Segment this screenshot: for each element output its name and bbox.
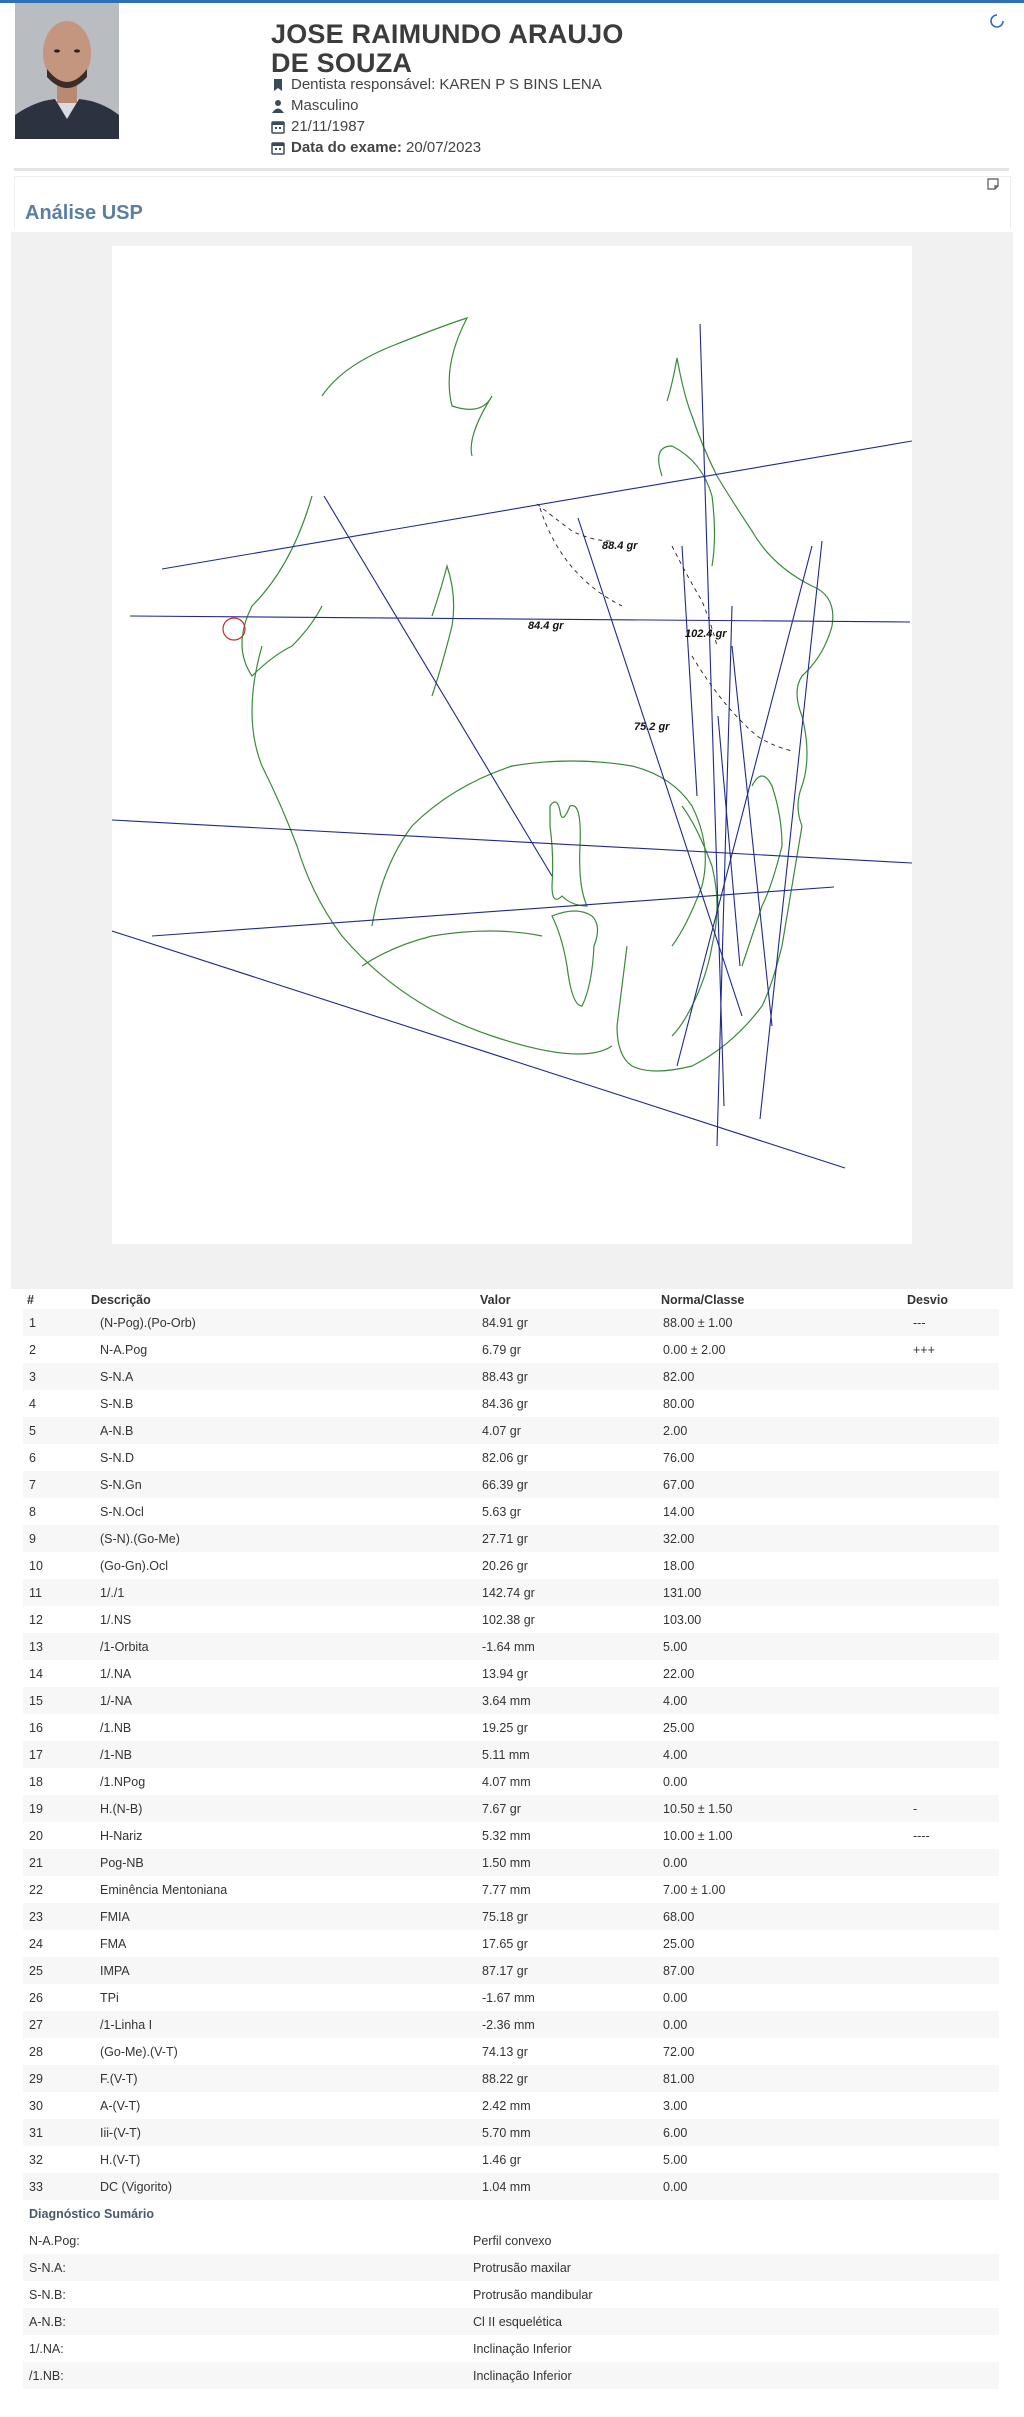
row-number: 9: [23, 1525, 87, 1552]
row-value: 82.06 gr: [476, 1444, 657, 1471]
row-number: 8: [23, 1498, 87, 1525]
row-description: 1/-NA: [87, 1687, 476, 1714]
row-number: 20: [23, 1822, 87, 1849]
table-row: [23, 1309, 999, 1336]
row-value: 74.13 gr: [476, 2038, 657, 2065]
cephalometric-tracing: [112, 246, 912, 1244]
cranial-base: [242, 496, 322, 676]
row-norm: 3.00: [657, 2092, 903, 2119]
row-norm: 5.00: [657, 2146, 903, 2173]
row-description: Eminência Mentoniana: [87, 1876, 476, 1903]
row-description: H-Nariz: [87, 1822, 476, 1849]
row-number: 26: [23, 1984, 87, 2011]
table-row: [23, 1498, 999, 1525]
row-norm: 10.50 ± 1.50: [657, 1795, 903, 1822]
diagnosis-key: S-N.B:: [23, 2281, 467, 2308]
table-row: [23, 1417, 999, 1444]
row-deviation: [903, 2146, 999, 2173]
row-deviation: [903, 1471, 999, 1498]
row-deviation: [903, 1606, 999, 1633]
table-row: [23, 1687, 999, 1714]
angle-label-sna: 88.4 gr: [602, 540, 638, 552]
angle-arc-snb: [540, 508, 622, 606]
bookmark-icon: [271, 78, 285, 92]
row-deviation: [903, 2065, 999, 2092]
row-deviation: [903, 1417, 999, 1444]
row-description: S-N.D: [87, 1444, 476, 1471]
row-description: 1/./1: [87, 1579, 476, 1606]
sex-text: Masculino: [291, 97, 359, 114]
table-row: [23, 1957, 999, 1984]
diagnosis-value: Protrusão maxilar: [467, 2254, 999, 2281]
row-value: -1.67 mm: [476, 1984, 657, 2011]
incisor-axis-upper: [718, 716, 740, 966]
row-description: Pog-NB: [87, 1849, 476, 1876]
row-value: 13.94 gr: [476, 1660, 657, 1687]
row-value: 5.32 mm: [476, 1822, 657, 1849]
table-row: [23, 1741, 999, 1768]
row-number: 10: [23, 1552, 87, 1579]
row-deviation: [903, 1390, 999, 1417]
angle-arc-sna: [537, 504, 612, 541]
row-deviation: [903, 1984, 999, 2011]
row-value: 1.04 mm: [476, 2173, 657, 2200]
row-value: 88.22 gr: [476, 2065, 657, 2092]
row-number: 22: [23, 1876, 87, 1903]
row-value: 4.07 gr: [476, 1417, 657, 1444]
row-number: 24: [23, 1930, 87, 1957]
table-header-row: [23, 1290, 999, 1309]
table-row: [23, 1606, 999, 1633]
row-norm: 0.00: [657, 2011, 903, 2038]
row-norm: 72.00: [657, 2038, 903, 2065]
user-icon: [271, 99, 285, 113]
row-description: S-N.Ocl: [87, 1498, 476, 1525]
row-number: 15: [23, 1687, 87, 1714]
row-norm: 103.00: [657, 1606, 903, 1633]
row-number: 2: [23, 1336, 87, 1363]
row-description: /1-NB: [87, 1741, 476, 1768]
row-description: H.(V-T): [87, 2146, 476, 2173]
row-value: 2.42 mm: [476, 2092, 657, 2119]
porion-marker: [223, 618, 245, 640]
table-row: [23, 1579, 999, 1606]
calendar-icon: [271, 120, 285, 134]
patient-photo: [15, 3, 119, 139]
table-row: [23, 1768, 999, 1795]
diagnosis-key: S-N.A:: [23, 2254, 467, 2281]
row-value: 6.79 gr: [476, 1336, 657, 1363]
row-norm: 87.00: [657, 1957, 903, 1984]
row-value: 17.65 gr: [476, 1930, 657, 1957]
row-deviation: [903, 1633, 999, 1660]
mandibular-plane: [112, 931, 845, 1168]
table-row: [23, 2092, 999, 2119]
patient-name: JOSE RAIMUNDO ARAUJO DE SOUZA: [271, 19, 624, 78]
row-norm: 88.00 ± 1.00: [657, 1309, 903, 1336]
sn-line: [162, 441, 912, 569]
row-deviation: [903, 1660, 999, 1687]
pterygoid-contour: [432, 566, 454, 696]
diagnosis-row: [23, 2227, 999, 2254]
row-value: 20.26 gr: [476, 1552, 657, 1579]
row-description: FMIA: [87, 1903, 476, 1930]
row-deviation: [903, 1579, 999, 1606]
row-deviation: [903, 1687, 999, 1714]
row-deviation: [903, 1903, 999, 1930]
row-norm: 25.00: [657, 1714, 903, 1741]
diagnosis-row: [23, 2281, 999, 2308]
row-deviation: [903, 1957, 999, 1984]
row-norm: 0.00: [657, 2173, 903, 2200]
ramus-line: [682, 546, 697, 796]
row-value: 5.11 mm: [476, 1741, 657, 1768]
table-row: [23, 1849, 999, 1876]
row-norm: 5.00: [657, 1633, 903, 1660]
row-deviation: +++: [903, 1336, 999, 1363]
incisor-axis-lower: [732, 646, 772, 1026]
diagnosis-row: [23, 2335, 999, 2362]
calendar-icon: [271, 141, 285, 155]
diagnosis-value: Inclinação Inferior: [467, 2362, 999, 2389]
table-row: [23, 1930, 999, 1957]
row-number: 14: [23, 1660, 87, 1687]
header-divider: [14, 168, 1009, 171]
s-to-b-line: [324, 496, 552, 876]
row-value: 88.43 gr: [476, 1363, 657, 1390]
row-norm: 2.00: [657, 1417, 903, 1444]
row-norm: 0.00: [657, 1849, 903, 1876]
table-row: [23, 1795, 999, 1822]
row-description: 1/.NA: [87, 1660, 476, 1687]
soft-tissue-chin: [617, 826, 802, 1071]
col-description-header: Descrição: [91, 1292, 151, 1307]
skull-outline: [322, 318, 492, 456]
row-description: /1.NB: [87, 1714, 476, 1741]
row-norm: 6.00: [657, 2119, 903, 2146]
row-deviation: [903, 1768, 999, 1795]
row-norm: 10.00 ± 1.00: [657, 1822, 903, 1849]
row-description: FMA: [87, 1930, 476, 1957]
table-row: [23, 1471, 999, 1498]
row-deviation: [903, 1552, 999, 1579]
table-row: [23, 1552, 999, 1579]
table-row: [23, 1822, 999, 1849]
row-value: 84.36 gr: [476, 1390, 657, 1417]
row-number: 12: [23, 1606, 87, 1633]
row-value: 87.17 gr: [476, 1957, 657, 1984]
row-description: DC (Vigorito): [87, 2173, 476, 2200]
row-norm: 4.00: [657, 1687, 903, 1714]
row-description: /1-Orbita: [87, 1633, 476, 1660]
row-value: -1.64 mm: [476, 1633, 657, 1660]
diagnosis-table: [23, 2200, 999, 2389]
row-number: 32: [23, 2146, 87, 2173]
row-value: 102.38 gr: [476, 1606, 657, 1633]
row-norm: 80.00: [657, 1390, 903, 1417]
angle-label-snb: 84.4 gr: [528, 620, 564, 632]
col-value-header: Valor: [480, 1292, 511, 1307]
row-description: N-A.Pog: [87, 1336, 476, 1363]
sex-info: [271, 97, 359, 114]
row-description: TPi: [87, 1984, 476, 2011]
row-description: A-(V-T): [87, 2092, 476, 2119]
nb-line: [578, 518, 742, 1016]
loading-spinner-icon: [990, 14, 1004, 28]
row-description: /1-Linha I: [87, 2011, 476, 2038]
table-row: [23, 1660, 999, 1687]
row-value: 7.67 gr: [476, 1795, 657, 1822]
row-description: (Go-Me).(V-T): [87, 2038, 476, 2065]
row-description: (S-N).(Go-Me): [87, 1525, 476, 1552]
row-norm: 68.00: [657, 1903, 903, 1930]
row-value: 3.64 mm: [476, 1687, 657, 1714]
row-value: 19.25 gr: [476, 1714, 657, 1741]
row-number: 11: [23, 1579, 87, 1606]
diagnosis-row: [23, 2308, 999, 2335]
row-number: 33: [23, 2173, 87, 2200]
row-deviation: [903, 1525, 999, 1552]
birth-date-text: 21/11/1987: [291, 118, 365, 135]
exam-date-label: Data do exame:: [291, 139, 402, 156]
row-deviation: [903, 2173, 999, 2200]
row-number: 4: [23, 1390, 87, 1417]
row-value: 66.39 gr: [476, 1471, 657, 1498]
exam-date-text: 20/07/2023: [406, 139, 482, 156]
row-number: 5: [23, 1417, 87, 1444]
row-deviation: ---: [903, 1309, 999, 1336]
row-norm: 0.00: [657, 1984, 903, 2011]
row-number: 29: [23, 2065, 87, 2092]
results-table-wrap: [23, 1290, 999, 2389]
row-description: S-N.A: [87, 1363, 476, 1390]
diagnosis-value: Cl II esquelética: [467, 2308, 999, 2335]
row-number: 7: [23, 1471, 87, 1498]
row-value: 4.07 mm: [476, 1768, 657, 1795]
upper-incisor: [550, 802, 587, 906]
row-value: 7.77 mm: [476, 1876, 657, 1903]
table-row: [23, 1903, 999, 1930]
row-value: -2.36 mm: [476, 2011, 657, 2038]
diagnosis-row: [23, 2362, 999, 2389]
table-row: [23, 2173, 999, 2200]
facial-line-2: [677, 546, 812, 1066]
row-norm: 22.00: [657, 1660, 903, 1687]
row-deviation: [903, 1876, 999, 1903]
row-number: 16: [23, 1714, 87, 1741]
row-value: 84.91 gr: [476, 1309, 657, 1336]
row-description: F.(V-T): [87, 2065, 476, 2092]
occipital-plane: [112, 820, 912, 863]
table-row: [23, 1714, 999, 1741]
row-deviation: ----: [903, 1822, 999, 1849]
row-norm: 82.00: [657, 1363, 903, 1390]
na-line: [700, 324, 724, 1106]
table-row: [23, 2119, 999, 2146]
row-description: H.(N-B): [87, 1795, 476, 1822]
diagnosis-key: N-A.Pog:: [23, 2227, 467, 2254]
row-norm: 67.00: [657, 1471, 903, 1498]
row-norm: 81.00: [657, 2065, 903, 2092]
dentist-text: Dentista responsável: KAREN P S BINS LENA: [291, 76, 602, 93]
exam-date-info: [271, 139, 481, 156]
row-value: 5.70 mm: [476, 2119, 657, 2146]
occipital-contour: [252, 646, 612, 1054]
row-deviation: [903, 2011, 999, 2038]
row-deviation: [903, 1930, 999, 1957]
diagnosis-value: Inclinação Inferior: [467, 2335, 999, 2362]
table-row: [23, 1525, 999, 1552]
row-deviation: [903, 2038, 999, 2065]
row-number: 23: [23, 1903, 87, 1930]
table-row: [23, 1984, 999, 2011]
row-value: 75.18 gr: [476, 1903, 657, 1930]
row-norm: 0.00 ± 2.00: [657, 1336, 903, 1363]
table-row: [23, 1444, 999, 1471]
row-norm: 131.00: [657, 1579, 903, 1606]
row-deviation: [903, 1444, 999, 1471]
row-number: 1: [23, 1309, 87, 1336]
table-row: [23, 1633, 999, 1660]
row-norm: 32.00: [657, 1525, 903, 1552]
row-norm: 76.00: [657, 1444, 903, 1471]
row-number: 30: [23, 2092, 87, 2119]
row-value: 5.63 gr: [476, 1498, 657, 1525]
table-row: [23, 1363, 999, 1390]
nasal-profile: [667, 358, 833, 826]
row-number: 27: [23, 2011, 87, 2038]
row-number: 17: [23, 1741, 87, 1768]
row-norm: 7.00 ± 1.00: [657, 1876, 903, 1903]
row-norm: 4.00: [657, 1741, 903, 1768]
row-number: 3: [23, 1363, 87, 1390]
row-description: 1/.NS: [87, 1606, 476, 1633]
col-number-header: #: [27, 1292, 34, 1307]
row-number: 25: [23, 1957, 87, 1984]
angle-label-fmia: 75.2 gr: [634, 721, 670, 733]
row-number: 6: [23, 1444, 87, 1471]
diagnosis-key: A-N.B:: [23, 2308, 467, 2335]
row-deviation: [903, 2092, 999, 2119]
angle-label-incisor: 102.4 gr: [685, 628, 727, 640]
table-row: [23, 2011, 999, 2038]
row-description: S-N.Gn: [87, 1471, 476, 1498]
table-row: [23, 2038, 999, 2065]
row-description: (Go-Gn).Ocl: [87, 1552, 476, 1579]
row-number: 31: [23, 2119, 87, 2146]
row-description: A-N.B: [87, 1417, 476, 1444]
row-norm: 18.00: [657, 1552, 903, 1579]
row-number: 21: [23, 1849, 87, 1876]
row-deviation: [903, 1714, 999, 1741]
row-description: IMPA: [87, 1957, 476, 1984]
table-row: [23, 1390, 999, 1417]
top-accent-bar: [0, 0, 1024, 3]
row-value: 1.46 gr: [476, 2146, 657, 2173]
lower-molar: [552, 911, 598, 1006]
row-number: 18: [23, 1768, 87, 1795]
row-number: 13: [23, 1633, 87, 1660]
diagnosis-key: 1/.NA:: [23, 2335, 467, 2362]
birth-date-info: [271, 118, 365, 135]
row-norm: 25.00: [657, 1930, 903, 1957]
row-number: 28: [23, 2038, 87, 2065]
analysis-title: Análise USP: [25, 202, 143, 224]
row-norm: 14.00: [657, 1498, 903, 1525]
diagnosis-key: /1.NB:: [23, 2362, 467, 2389]
row-deviation: [903, 1498, 999, 1525]
row-deviation: [903, 2119, 999, 2146]
table-row: [23, 2065, 999, 2092]
row-deviation: [903, 1741, 999, 1768]
col-deviation-header: Desvio: [907, 1292, 948, 1307]
diagnosis-title: Diagnóstico Sumário: [23, 2200, 999, 2227]
table-row: [23, 1336, 999, 1363]
row-description: S-N.B: [87, 1390, 476, 1417]
table-row: [23, 2146, 999, 2173]
diagnosis-row: [23, 2254, 999, 2281]
mandible-ramus: [742, 776, 782, 966]
facial-line-1: [717, 606, 732, 1146]
col-norm-header: Norma/Classe: [661, 1292, 745, 1307]
dentist-info: [271, 76, 602, 93]
diagnosis-value: Perfil convexo: [467, 2227, 999, 2254]
row-deviation: [903, 1363, 999, 1390]
mandible-contour: [362, 931, 542, 966]
row-value: 1.50 mm: [476, 1849, 657, 1876]
table-row: [23, 1876, 999, 1903]
row-description: Iii-(V-T): [87, 2119, 476, 2146]
row-norm: 0.00: [657, 1768, 903, 1795]
row-value: 27.71 gr: [476, 1525, 657, 1552]
row-description: /1.NPog: [87, 1768, 476, 1795]
row-number: 19: [23, 1795, 87, 1822]
row-description: (N-Pog).(Po-Orb): [87, 1309, 476, 1336]
row-deviation: [903, 1849, 999, 1876]
occlusal-plane: [152, 887, 834, 936]
diagnosis-value: Protrusão mandibular: [467, 2281, 999, 2308]
analysis-header-box: [14, 176, 1011, 229]
results-table: [23, 1290, 999, 2200]
note-icon[interactable]: [987, 178, 999, 190]
row-deviation: -: [903, 1795, 999, 1822]
row-value: 142.74 gr: [476, 1579, 657, 1606]
